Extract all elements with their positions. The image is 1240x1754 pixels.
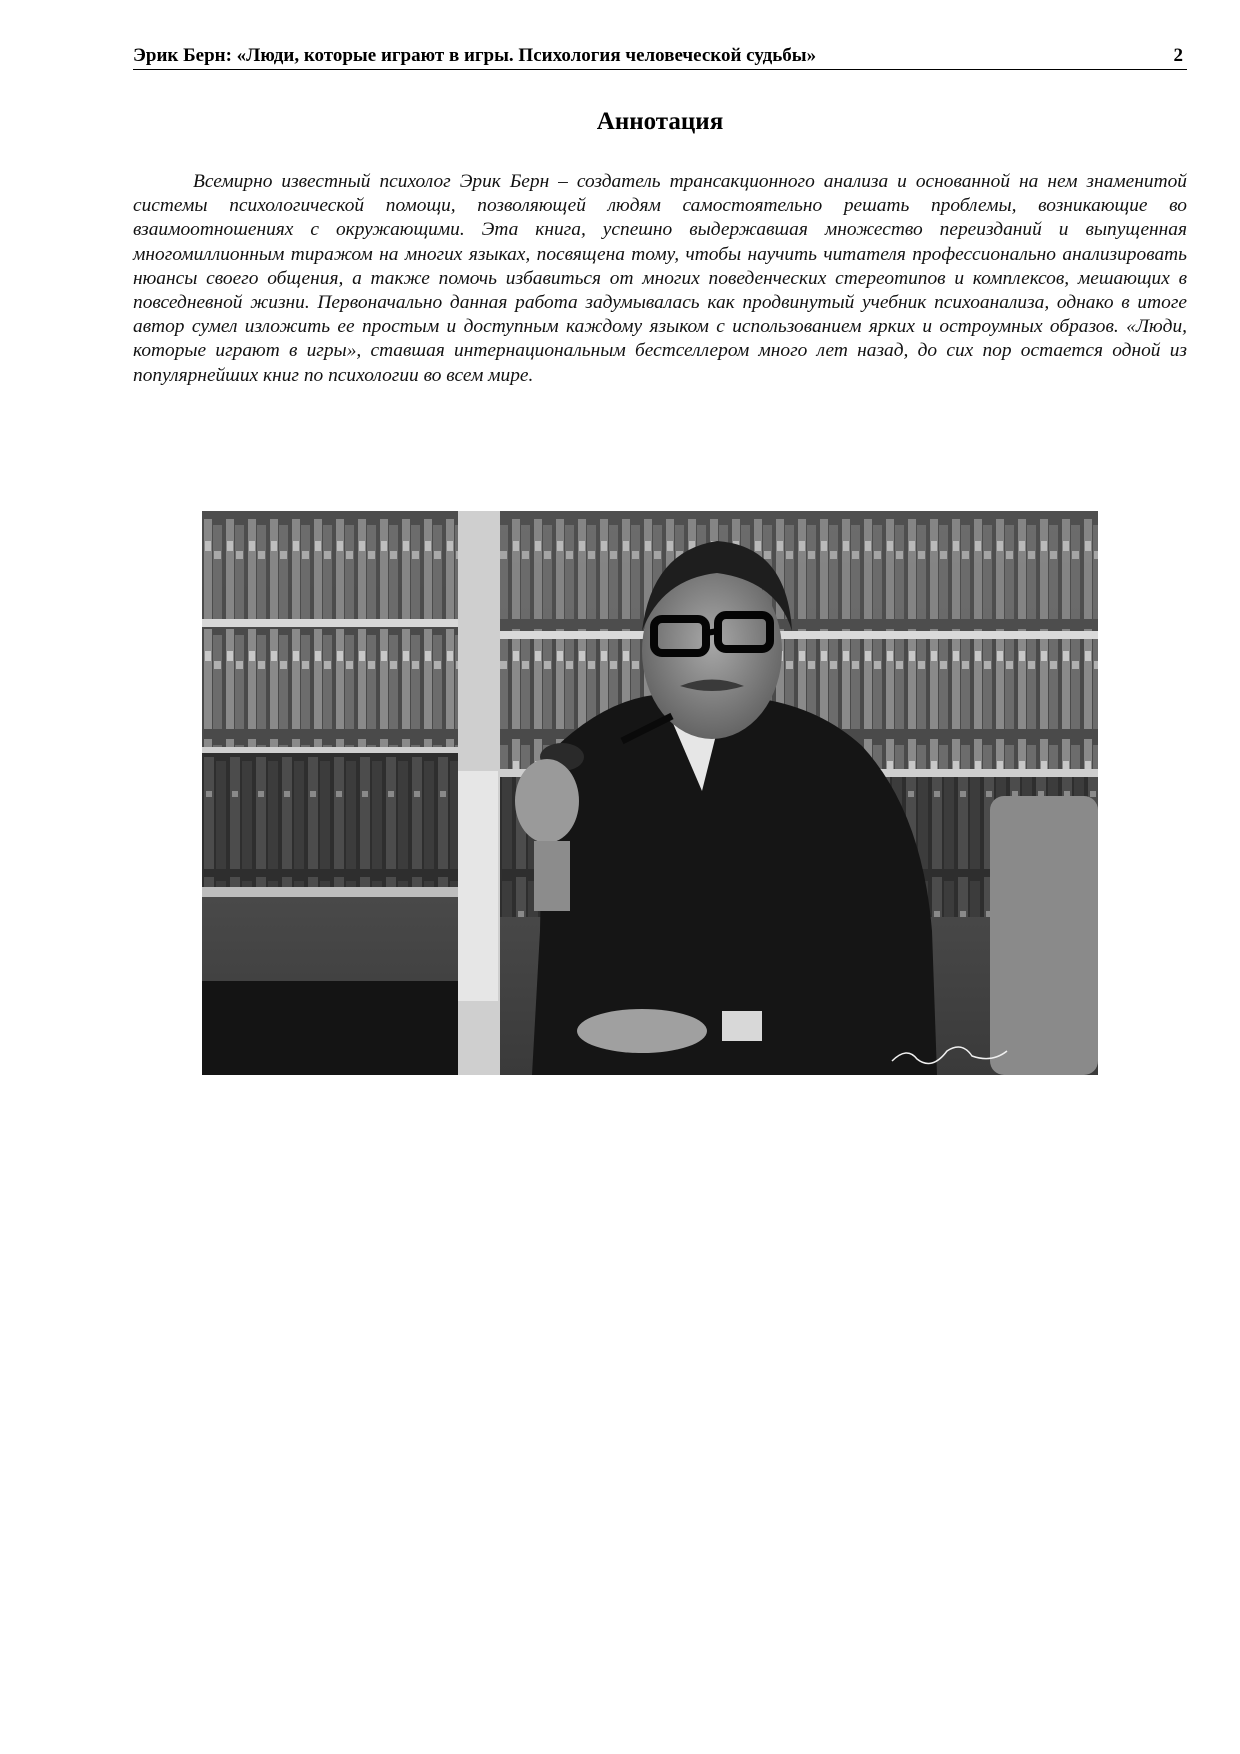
page-number: 2 <box>1173 45 1183 66</box>
running-header <box>133 40 1187 70</box>
running-title: Эрик Берн: «Люди, которые играют в игры. Психология человеческой судьбы» <box>133 45 817 66</box>
abstract-paragraph: Всемирно известный психолог Эрик Берн – создатель трансакционного анализа и основанной на нем знаменитой системы психологической помощи, позволяющей людям самостоятельно решать проблемы, возникающие во взаимоотношениях с окружающими. Эта книга, успешно выдержавшая множество переизданий и выпущенная многомиллионным тиражом на многих языках, посвящена тому, чтобы научить читателя профессионально анализировать нюансы своего общения, а также помочь избавиться от многих поведенческих стереотипов и комплексов, мешающих в повседневной жизни. Первоначально данная работа задумывалась как продвинутый учебник психоанализа, однако в итоге автор сумел изложить ее простым и доступным каждому языком с использованием ярких и остроумных образов. «Люди, которые играют в игры», ставшая интернациональным бестселлером много лет назад, до сих пор остается одной из популярнейших книг по психологии во всем мире. <box>133 171 1187 386</box>
author-portrait <box>202 511 1098 1075</box>
section-heading: Аннотация <box>596 108 724 135</box>
